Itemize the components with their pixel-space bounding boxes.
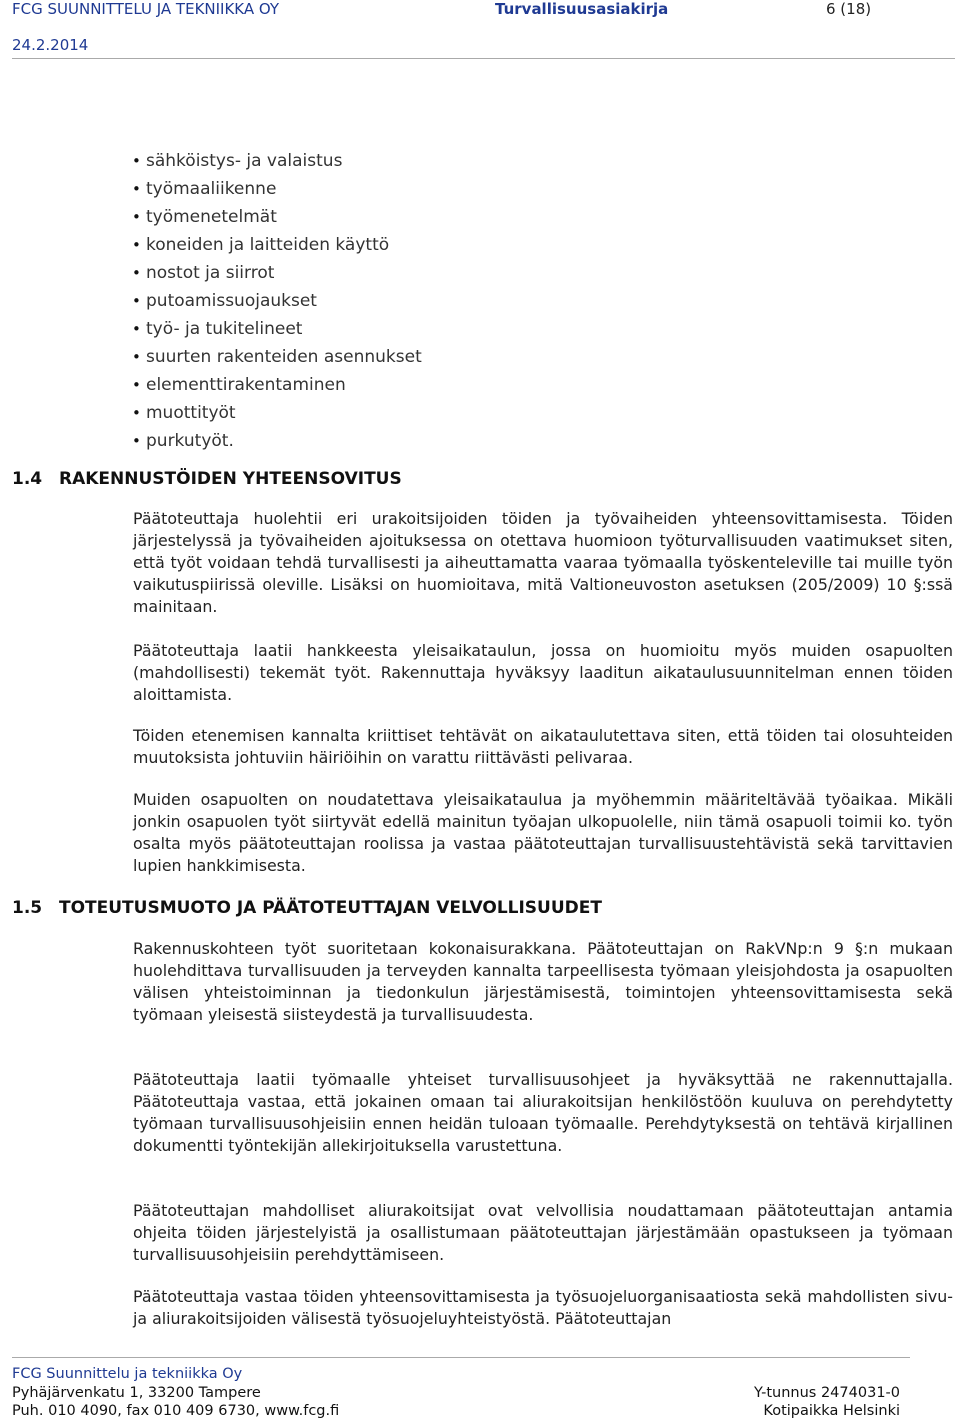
bullet-icon: • [132, 208, 141, 226]
page-header [0, 0, 960, 62]
paragraph: Päätoteuttaja laatii hankkeesta yleisaikataulun, jossa on huomioitu myös muiden osapuolten (mahdollisesti) tekemät työt. Rakennuttaja hyväksyy laaditun aikataulusuunnitelman ennen töiden aloittamista. [133, 641, 953, 704]
bullet-list [132, 147, 422, 455]
footer-divider [12, 1357, 910, 1358]
footer-company: FCG Suunnittelu ja tekniikka Oy [12, 1366, 243, 1382]
bullet-icon: • [132, 236, 141, 254]
footer-contact: Puh. 010 4090, fax 010 409 6730, www.fcg.fi [12, 1403, 340, 1419]
header-divider [12, 58, 955, 59]
section-number: 1.5 [12, 898, 43, 918]
bullet-icon: • [132, 376, 141, 394]
header-company: FCG SUUNNITTELU JA TEKNIIKKA OY [12, 0, 280, 18]
paragraph: Muiden osapuolten on noudatettava yleisaikataulua ja myöhemmin määriteltävää työaikaa. Mikäli jonkin osapuolen työt siirtyvät edellä mainitun työajan ulkopuolelle, niin tämä osapuoli toimii ko. työn osalta myös päätoteuttajan roolissa ja vastaa päätoteuttajan turvallisuustehtävistä sekä tarvittavien lupien hankkimisesta. [133, 790, 953, 875]
list-item: • nostot ja siirrot [132, 259, 422, 287]
list-item: • purkutyöt. [132, 427, 422, 455]
header-page-number: 6 (18) [826, 0, 872, 18]
list-item: • työmaaliikenne [132, 175, 422, 203]
bullet-icon: • [132, 432, 141, 450]
paragraph: Töiden etenemisen kannalta kriittiset tehtävät on aikataulutettava siten, että töiden tai olosuhteiden muutoksista johtuviin häiriöihin on varattu riittävästi pelivaraa. [133, 726, 953, 767]
list-item: • muottityöt [132, 399, 422, 427]
header-date: 24.2.2014 [12, 36, 89, 54]
section-number: 1.4 [12, 469, 43, 489]
paragraph: Päätoteuttaja laatii työmaalle yhteiset turvallisuusohjeet ja hyväksyttää ne rakennuttajalla. Päätoteuttaja vastaa, että jokainen omaan tai aliurakoitsijan henkilöstöön kuuluva on perehdytetty työmaan turvallisuusohjeisiin ennen heidän tuloaan työmaalle. Perehdytyksestä on tehtävä kirjallinen dokumentti työntekijän allekirjoituksella varustettuna. [133, 1070, 953, 1155]
paragraph: Päätoteuttajan mahdolliset aliurakoitsijat ovat velvollisia noudattamaan päätoteuttajan antamia ohjeita töiden järjestelyistä ja osallistumaan päätoteuttajan järjestämään opastukseen ja työmaan turvallisuusohjeisiin perehdyttämiseen. [133, 1201, 953, 1264]
footer-business-id: Y-tunnus 2474031-0 [753, 1385, 900, 1401]
footer-domicile: Kotipaikka Helsinki [763, 1403, 900, 1419]
list-item: • putoamissuojaukset [132, 287, 422, 315]
list-item: • työ- ja tukitelineet [132, 315, 422, 343]
list-item: • työmenetelmät [132, 203, 422, 231]
list-item: • suurten rakenteiden asennukset [132, 343, 422, 371]
list-item: • elementtirakentaminen [132, 371, 422, 399]
bullet-icon: • [132, 264, 141, 282]
paragraph: Rakennuskohteen työt suoritetaan kokonaisurakkana. Päätoteuttajan on RakVNp:n 9 §:n mukaan huolehdittava turvallisuuden ja terveyden kannalta tarpeellisesta työmaan yleisjohdosta ja osapuolten välisen yhteistoiminnan ja tiedonkulun järjestämisestä, toimintojen yhteensovittamisesta sekä työmaan yleisestä siisteydestä ja turvallisuudesta. [133, 939, 953, 1024]
paragraph: Päätoteuttaja huolehtii eri urakoitsijoiden töiden ja työvaiheiden yhteensovittamisesta. Töiden järjestelyssä ja työvaiheiden ajoituksessa on otettava huomioon työturvallisuuden vaatimukset siten, että työt voidaan tehdä turvallisesti ja aiheuttamatta vaaraa työmaalla työskenteleville tai muille työn vaikutuspiirissä oleville. Lisäksi on huomioitava, mitä Valtioneuvoston asetuksen (205/2009) 10 §:ssä mainitaan. [133, 509, 953, 616]
paragraph: Päätoteuttaja vastaa töiden yhteensovittamisesta ja työsuojeluorganisaatiosta sekä mahdollisten sivu- ja aliurakoitsijoiden välisestä työsuojeluyhteistyöstä. Päätoteuttajan [133, 1287, 953, 1328]
bullet-icon: • [132, 348, 141, 366]
bullet-icon: • [132, 180, 141, 198]
header-document-title: Turvallisuusasiakirja [495, 0, 669, 18]
bullet-icon: • [132, 292, 141, 310]
section-heading-1-4 [12, 468, 402, 490]
section-title: RAKENNUSTÖIDEN YHTEENSOVITUS [59, 469, 402, 489]
bullet-icon: • [132, 152, 141, 170]
section-title: TOTEUTUSMUOTO JA PÄÄTOTEUTTAJAN VELVOLLISUUDET [59, 898, 602, 918]
bullet-icon: • [132, 404, 141, 422]
footer-address: Pyhäjärvenkatu 1, 33200 Tampere [12, 1385, 261, 1401]
section-heading-1-5 [12, 897, 602, 919]
list-item: • sähköistys- ja valaistus [132, 147, 422, 175]
list-item: • koneiden ja laitteiden käyttö [132, 231, 422, 259]
bullet-icon: • [132, 320, 141, 338]
